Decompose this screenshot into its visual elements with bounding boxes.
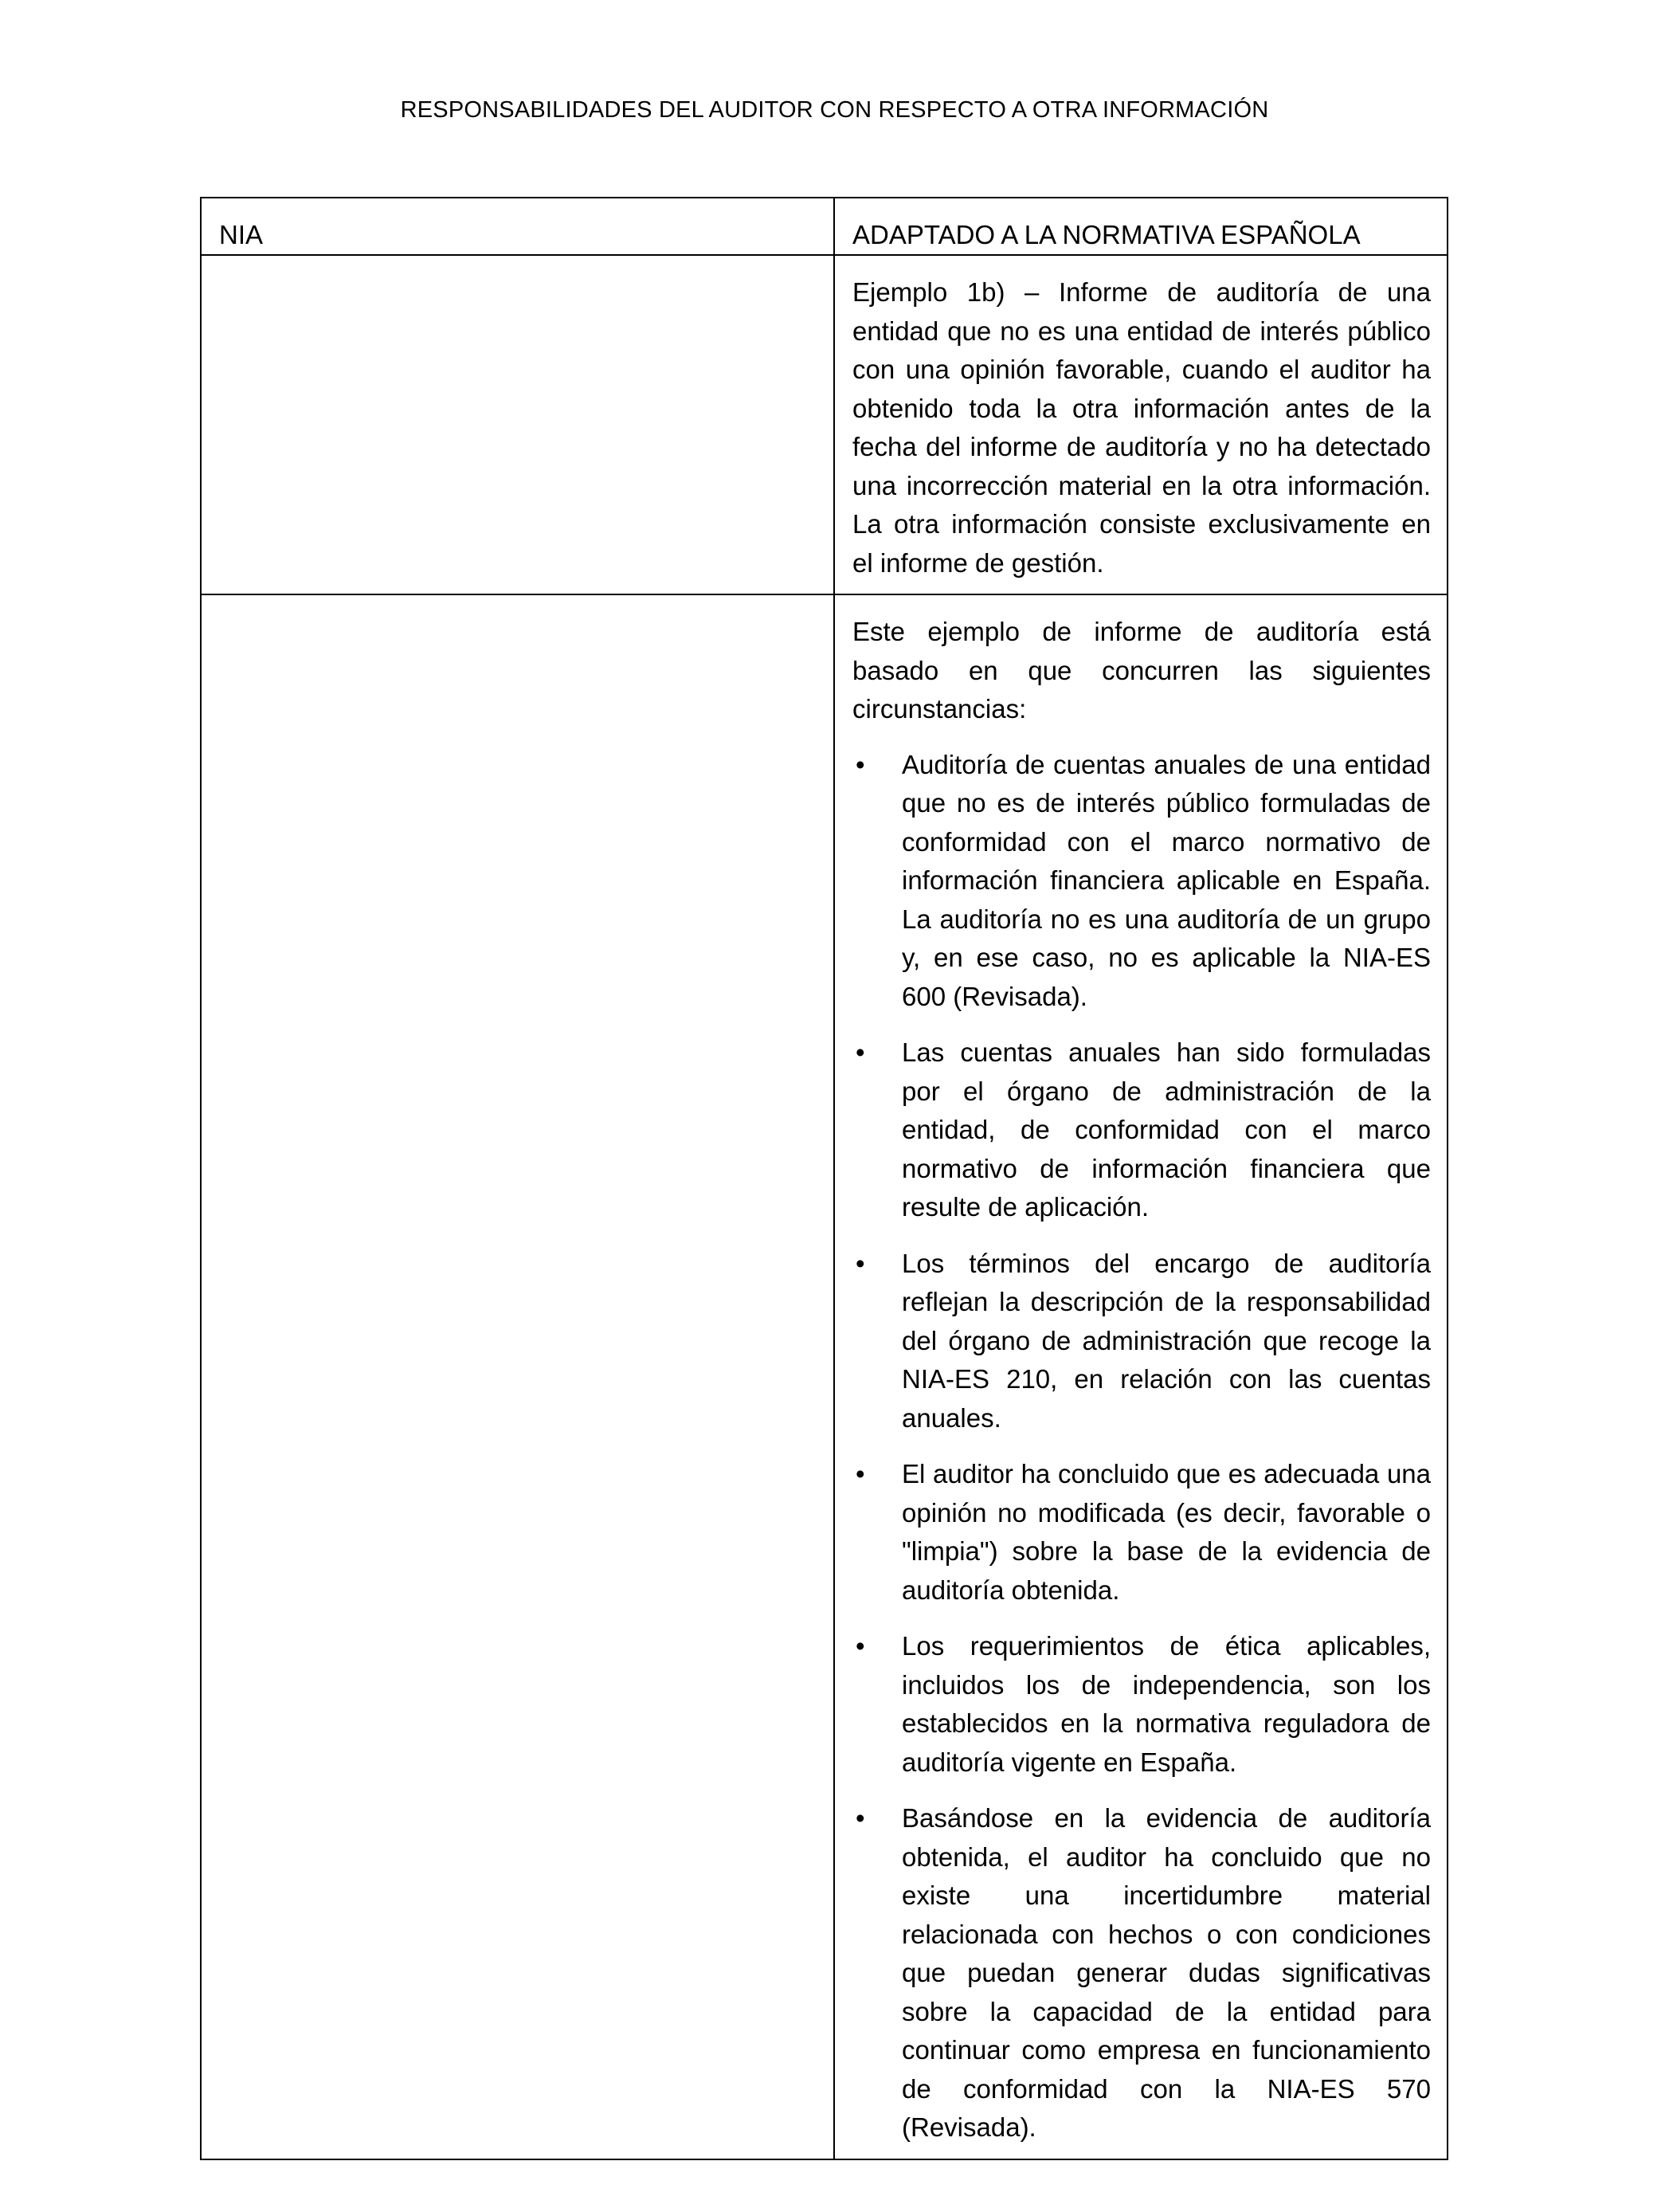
list-item [852, 1245, 1431, 1438]
column-header-nia-label: NIA [219, 220, 264, 249]
list-item-text: El auditor ha concluido que es adecuada una opinión no modificada (es decir, favorable o "limpia") sobre la base de la evidencia de auditoría obtenida. [902, 1459, 1431, 1605]
nia-cell-text [202, 256, 833, 284]
bullet-icon: • [856, 749, 865, 779]
bullet-icon: • [856, 1803, 865, 1833]
list-item-text: Los términos del encargo de auditoría reflejan la descripción de la responsabilidad del órgano de administración que recoge la NIA-ES 210, en relación con las cuentas anuales. [902, 1248, 1431, 1433]
bullet-icon: • [856, 1037, 865, 1067]
comparison-table [200, 197, 1448, 2160]
column-header-nia [201, 198, 834, 255]
nia-cell-text [202, 595, 833, 624]
bullet-icon: • [856, 1459, 865, 1488]
adaptado-cell [834, 594, 1448, 2159]
list-item-text: Auditoría de cuentas anuales de una entidad que no es de interés público formuladas de conformidad con el marco normativo de información financiera aplicable en España. La auditoría no es una auditoría de un grupo y, en ese caso, no es aplicable la NIA-ES 600 (Revisada). [902, 749, 1431, 1011]
page-header-title: RESPONSABILIDADES DEL AUDITOR CON RESPECTO A OTRA INFORMACIÓN [400, 97, 1269, 123]
column-header-adaptado [834, 198, 1448, 255]
example-title-paragraph: Ejemplo 1b) – Informe de auditoría de una entidad que no es una entidad de interés público con una opinión favorable, cuando el auditor ha obtenido toda la otra información antes de la fecha del informe de auditoría y no ha detectado una incorrección material en la otra información. La otra información consiste exclusivamente en el informe de gestión. [852, 277, 1431, 578]
list-item [852, 746, 1431, 1017]
list-item [852, 1627, 1431, 1782]
bullet-icon: • [856, 1248, 865, 1278]
intro-paragraph: Este ejemplo de informe de auditoría está basado en que concurren las siguientes circunstancias: [852, 617, 1431, 724]
nia-cell-empty [201, 255, 834, 594]
table-header-row [201, 198, 1448, 255]
bullet-icon: • [856, 1631, 865, 1661]
list-item-text: Las cuentas anuales han sido formuladas por el órgano de administración de la entidad, de conformidad con el marco normativo de información financiera que resulte de aplicación. [902, 1037, 1431, 1222]
circumstances-list [852, 746, 1431, 2147]
list-item [852, 1033, 1431, 1227]
list-item-text: Los requerimientos de ética aplicables, incluidos los de independencia, son los establecidos en la normativa reguladora de auditoría vigente en España. [902, 1631, 1431, 1777]
list-item [852, 1455, 1431, 1610]
adaptado-cell [834, 255, 1448, 594]
table-row [201, 594, 1448, 2159]
list-item-text: Basándose en la evidencia de auditoría obtenida, el auditor ha concluido que no existe una incertidumbre material relacionada con hechos o con condiciones que puedan generar dudas significativas sobre la capacidad de la entidad para continuar como empresa en funcionamiento de conformidad con la NIA-ES 570 (Revisada). [902, 1803, 1431, 2142]
column-header-adaptado-label: ADAPTADO A LA NORMATIVA ESPAÑOLA [852, 220, 1361, 249]
nia-cell-empty [201, 594, 834, 2159]
table-row [201, 255, 1448, 594]
list-item [852, 1799, 1431, 2147]
